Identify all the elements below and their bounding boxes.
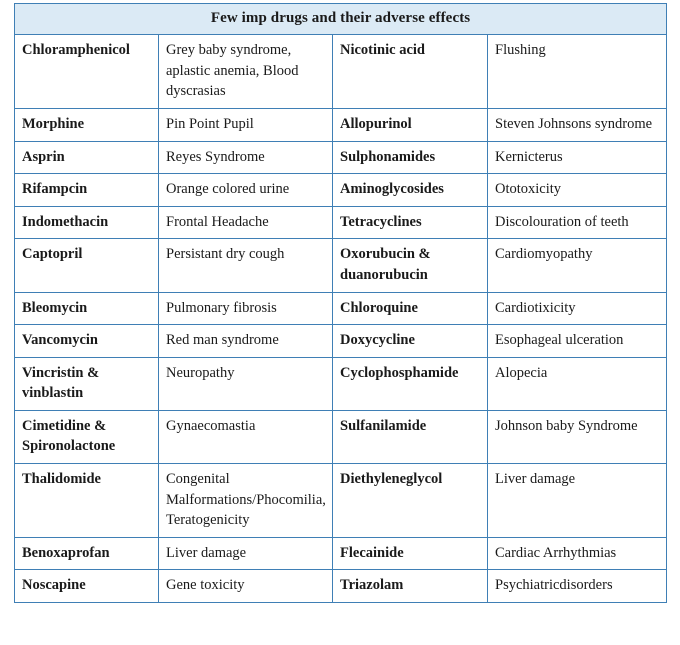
- adverse-effect-right: Cardiotixicity: [488, 292, 667, 325]
- table-row: [15, 537, 667, 570]
- adverse-effect-left: Red man syndrome: [159, 325, 333, 358]
- drug-name-left: Cimetidine & Spironolactone: [15, 410, 159, 463]
- adverse-effect-right: Ototoxicity: [488, 174, 667, 207]
- drug-name-left: Morphine: [15, 109, 159, 142]
- drug-name-right: Oxorubucin & duanorubucin: [333, 239, 488, 292]
- adverse-effect-right: Steven Johnsons syndrome: [488, 109, 667, 142]
- adverse-effect-left: Frontal Headache: [159, 206, 333, 239]
- drug-name-left: Thalidomide: [15, 463, 159, 537]
- table-row: [15, 357, 667, 410]
- table-row: [15, 292, 667, 325]
- drug-name-right: Tetracyclines: [333, 206, 488, 239]
- table-row: [15, 570, 667, 603]
- table-body: [15, 35, 667, 603]
- table-row: [15, 239, 667, 292]
- adverse-effect-right: Flushing: [488, 35, 667, 109]
- adverse-effect-left: Reyes Syndrome: [159, 141, 333, 174]
- adverse-effect-right: Discolouration of teeth: [488, 206, 667, 239]
- adverse-effect-right: Kernicterus: [488, 141, 667, 174]
- document-page: [0, 3, 680, 645]
- drug-name-left: Asprin: [15, 141, 159, 174]
- table-row: [15, 206, 667, 239]
- drug-name-right: Allopurinol: [333, 109, 488, 142]
- adverse-effect-left: Gynaecomastia: [159, 410, 333, 463]
- table-row: [15, 463, 667, 537]
- drug-name-right: Cyclophosphamide: [333, 357, 488, 410]
- table-title: Few imp drugs and their adverse effects: [15, 4, 667, 35]
- adverse-effect-left: Persistant dry cough: [159, 239, 333, 292]
- adverse-effect-right: Alopecia: [488, 357, 667, 410]
- adverse-effect-left: Liver damage: [159, 537, 333, 570]
- adverse-effect-right: Liver damage: [488, 463, 667, 537]
- table-header: [15, 4, 667, 35]
- adverse-effect-right: Cardiomyopathy: [488, 239, 667, 292]
- drug-name-right: Triazolam: [333, 570, 488, 603]
- adverse-effect-right: Cardiac Arrhythmias: [488, 537, 667, 570]
- drug-name-right: Sulphonamides: [333, 141, 488, 174]
- drug-name-right: Nicotinic acid: [333, 35, 488, 109]
- adverse-effect-left: Congenital Malformations/Phocomilia, Teratogenicity: [159, 463, 333, 537]
- drug-name-right: Chloroquine: [333, 292, 488, 325]
- table-title-row: [15, 4, 667, 35]
- drug-name-left: Captopril: [15, 239, 159, 292]
- table-row: [15, 141, 667, 174]
- adverse-effect-left: Grey baby syndrome, aplastic anemia, Blood dyscrasias: [159, 35, 333, 109]
- drug-name-left: Rifampcin: [15, 174, 159, 207]
- adverse-effect-left: Gene toxicity: [159, 570, 333, 603]
- table-row: [15, 109, 667, 142]
- drug-adverse-effects-table: [14, 3, 667, 603]
- adverse-effect-left: Pin Point Pupil: [159, 109, 333, 142]
- drug-name-left: Vancomycin: [15, 325, 159, 358]
- drug-name-left: Vincristin & vinblastin: [15, 357, 159, 410]
- drug-name-right: Flecainide: [333, 537, 488, 570]
- drug-name-right: Diethyleneglycol: [333, 463, 488, 537]
- table-row: [15, 174, 667, 207]
- drug-name-left: Benoxaprofan: [15, 537, 159, 570]
- table-row: [15, 325, 667, 358]
- drug-name-right: Doxycycline: [333, 325, 488, 358]
- drug-name-left: Indomethacin: [15, 206, 159, 239]
- adverse-effect-left: Pulmonary fibrosis: [159, 292, 333, 325]
- adverse-effect-left: Neuropathy: [159, 357, 333, 410]
- drug-name-right: Sulfanilamide: [333, 410, 488, 463]
- adverse-effect-right: Esophageal ulceration: [488, 325, 667, 358]
- adverse-effect-right: Psychiatricdisorders: [488, 570, 667, 603]
- drug-name-left: Bleomycin: [15, 292, 159, 325]
- adverse-effect-left: Orange colored urine: [159, 174, 333, 207]
- table-row: [15, 410, 667, 463]
- drug-name-left: Chloramphenicol: [15, 35, 159, 109]
- adverse-effect-right: Johnson baby Syndrome: [488, 410, 667, 463]
- drug-name-right: Aminoglycosides: [333, 174, 488, 207]
- drug-name-left: Noscapine: [15, 570, 159, 603]
- table-row: [15, 35, 667, 109]
